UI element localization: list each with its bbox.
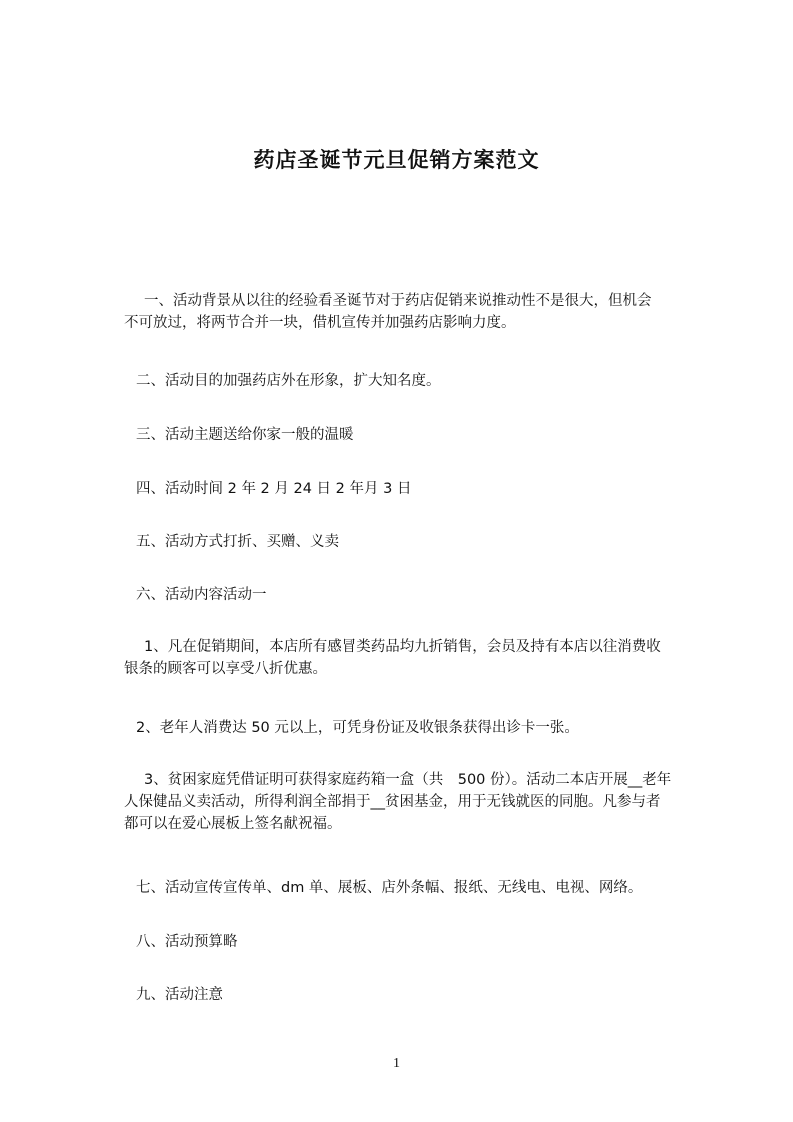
paragraph-item-3	[124, 769, 714, 835]
paragraph-notes: 九、活动注意	[136, 987, 223, 1003]
paragraph-line: 一、活动背景从以往的经验看圣诞节对于药店促销来说推动性不是很大，但机会	[144, 293, 652, 309]
paragraph-line: 3、贫困家庭凭借证明可获得家庭药箱一盒（共 500 份）。活动二本店开展__老年	[144, 772, 672, 788]
paragraph-promotion: 七、活动宣传宣传单、dm 单、展板、店外条幅、报纸、无线电、电视、网络。	[136, 880, 643, 896]
paragraph-theme: 三、活动主题送给你家一般的温暖	[136, 427, 354, 443]
page-title: 药店圣诞节元旦促销方案范文	[253, 148, 540, 172]
page-number: 1	[393, 1056, 400, 1071]
paragraph-content: 六、活动内容活动一	[136, 587, 267, 603]
paragraph-line: 不可放过，将两节合并一块，借机宣传并加强药店影响力度。	[124, 315, 516, 331]
paragraph-purpose: 二、活动目的加强药店外在形象，扩大知名度。	[136, 373, 441, 389]
paragraph-method: 五、活动方式打折、买赠、义卖	[136, 534, 339, 550]
paragraph-line: 1、凡在促销期间，本店所有感冒类药品均九折销售，会员及持有本店以往消费收	[144, 639, 661, 655]
paragraph-line: 都可以在爱心展板上签名献祝福。	[124, 816, 342, 832]
paragraph-line: 人保健品义卖活动，所得利润全部捐于__贫困基金，用于无钱就医的同胞。凡参与者	[124, 794, 661, 810]
paragraph-item-2: 2、老年人消费达 50 元以上，可凭身份证及收银条获得出诊卡一张。	[136, 720, 579, 736]
paragraph-budget: 八、活动预算略	[136, 934, 238, 950]
paragraph-background	[124, 290, 714, 334]
paragraph-time: 四、活动时间 2 年 2 月 24 日 2 年月 3 日	[136, 481, 412, 497]
paragraph-line: 银条的顾客可以享受八折优惠。	[124, 661, 327, 677]
paragraph-item-1	[124, 636, 714, 680]
